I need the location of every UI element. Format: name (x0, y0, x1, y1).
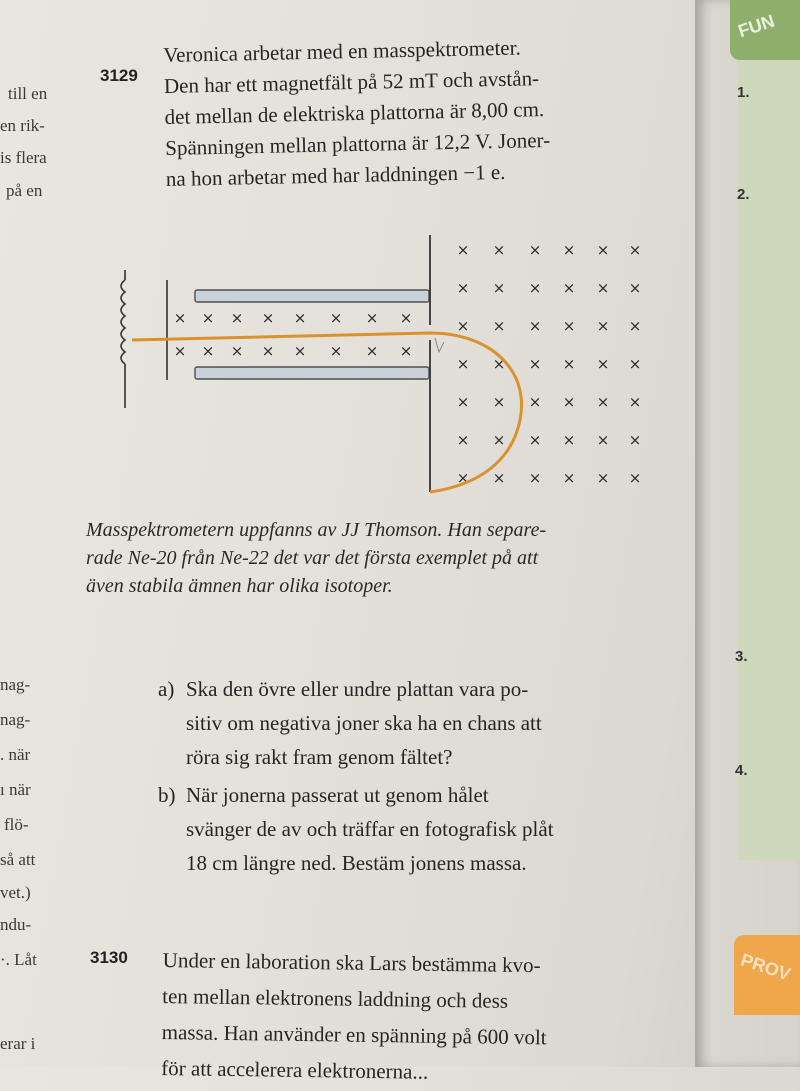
field-cross: × (596, 317, 610, 335)
field-cross: × (596, 355, 610, 373)
field-cross: × (596, 469, 610, 487)
margin-fragment: till en (8, 84, 48, 103)
margin-fragment: erar i (0, 1034, 36, 1053)
field-cross: × (492, 279, 506, 297)
margin-fragment: is flera (0, 148, 47, 167)
field-cross: × (173, 309, 187, 327)
field-cross: × (293, 342, 307, 360)
field-cross: × (562, 469, 576, 487)
problem-3129-text (163, 32, 551, 195)
mass-spectrometer-diagram (110, 230, 670, 500)
field-cross: × (596, 241, 610, 259)
margin-fragment: ndu- (0, 915, 32, 934)
field-cross: × (456, 241, 470, 259)
field-cross: × (456, 393, 470, 411)
problem-3130-text (161, 942, 548, 1091)
caption-line: Masspektrometern uppfanns av JJ Thomson. Han separe- (86, 519, 547, 541)
problem-line: massa. Han använder en spänning på 600 volt (161, 1019, 547, 1050)
sidebar-number: 3. (735, 648, 748, 665)
field-cross: × (492, 431, 506, 449)
field-cross: × (329, 342, 343, 360)
field-cross: × (528, 279, 542, 297)
problem-number: 3130 (90, 948, 128, 967)
field-cross: × (528, 393, 542, 411)
field-cross: × (628, 393, 642, 411)
problem-line: Spänningen mellan plattorna är 12,2 V. Joner- (165, 127, 551, 160)
prov-tab (734, 935, 800, 1015)
problem-line: Den har ett magnetfält på 52 mT och avstån- (163, 66, 540, 98)
field-cross: × (399, 342, 413, 360)
lower-plate (195, 367, 429, 379)
pencil-mark (435, 338, 444, 352)
question-line: 18 cm längre ned. Bestäm jonens massa. (186, 851, 527, 875)
field-cross: × (628, 317, 642, 335)
figure-caption (86, 516, 666, 600)
question-line: sitiv om negativa joner ska ha en chans att (186, 711, 542, 735)
caption-line: rade Ne-20 från Ne-22 det var det första exemplet på att (86, 547, 539, 569)
field-cross: × (562, 279, 576, 297)
field-cross: × (528, 317, 542, 335)
problem-line: Under en laboration ska Lars bestämma kvo- (162, 947, 541, 978)
field-cross: × (628, 355, 642, 373)
margin-fragment: flö- (4, 815, 29, 834)
field-cross: × (562, 355, 576, 373)
field-cross: × (628, 469, 642, 487)
sidebar-number: 1. (737, 84, 750, 101)
margin-fragment: vet.) (0, 883, 31, 902)
upper-plate (195, 290, 429, 302)
sidebar-number: 2. (737, 186, 750, 203)
problem-line: na hon arbetar med har laddningen −1 e. (165, 159, 506, 191)
field-cross: × (562, 393, 576, 411)
margin-fragment: en rik- (0, 116, 45, 135)
question-label: b) (158, 783, 176, 807)
field-cross: × (456, 317, 470, 335)
question-b (158, 778, 554, 880)
caption-line: även stabila ämnen har olika isotoper. (86, 575, 393, 597)
magnetic-field-crosses (174, 241, 642, 487)
prov-tab-text: PROV (738, 949, 794, 985)
margin-fragment: nag- (0, 675, 31, 694)
question-label: a) (158, 677, 175, 701)
field-cross: × (628, 279, 642, 297)
margin-fragment: . när (0, 745, 31, 764)
green-sidebar-band (735, 0, 800, 860)
field-cross: × (596, 431, 610, 449)
field-cross: × (528, 431, 542, 449)
problem-number: 3129 (100, 66, 138, 85)
field-cross: × (628, 431, 642, 449)
field-cross: × (528, 469, 542, 487)
ion-source-coil (121, 280, 125, 364)
field-cross: × (596, 393, 610, 411)
sidebar-header-text: FUN (735, 10, 778, 42)
field-cross: × (492, 317, 506, 335)
question-line: Ska den övre eller undre plattan vara po- (186, 677, 529, 701)
field-cross: × (492, 241, 506, 259)
margin-fragment: ı när (0, 780, 31, 799)
field-cross: × (365, 342, 379, 360)
field-cross: × (456, 355, 470, 373)
field-cross: × (492, 355, 506, 373)
field-cross: × (456, 469, 470, 487)
field-cross: × (596, 279, 610, 297)
problem-line: Veronica arbetar med en masspektrometer. (163, 35, 521, 67)
field-cross: × (456, 279, 470, 297)
problem-line: det mellan de elektriska plattorna är 8,00 cm. (164, 97, 545, 129)
sidebar-header (730, 0, 800, 60)
field-cross: × (230, 309, 244, 327)
field-cross: × (528, 241, 542, 259)
adjacent-page-edge (695, 0, 800, 1067)
field-cross: × (562, 431, 576, 449)
field-cross: × (293, 309, 307, 327)
field-cross: × (492, 393, 506, 411)
problem-line: för att accelerera elektronerna... (161, 1055, 429, 1084)
field-cross: × (173, 342, 187, 360)
question-a (158, 672, 542, 774)
field-cross: × (628, 241, 642, 259)
field-cross: × (365, 309, 379, 327)
field-cross: × (562, 241, 576, 259)
question-line: svänger de av och träffar en fotografisk plåt (186, 817, 554, 841)
field-cross: × (230, 342, 244, 360)
field-cross: × (329, 309, 343, 327)
field-cross: × (261, 309, 275, 327)
sidebar-number: 4. (735, 762, 748, 779)
margin-fragment: ·. Låt (0, 950, 37, 969)
field-cross: × (201, 342, 215, 360)
question-line: röra sig rakt fram genom fältet? (186, 745, 453, 769)
field-cross: × (456, 431, 470, 449)
field-cross: × (201, 309, 215, 327)
question-line: När jonerna passerat ut genom hålet (186, 783, 489, 807)
margin-fragment: så att (0, 850, 36, 869)
margin-fragment: nag- (0, 710, 31, 729)
margin-fragment: på en (6, 181, 43, 200)
field-cross: × (492, 469, 506, 487)
problem-line: ten mellan elektronens laddning och dess (162, 983, 509, 1013)
field-cross: × (528, 355, 542, 373)
field-cross: × (261, 342, 275, 360)
field-cross: × (399, 309, 413, 327)
field-cross: × (562, 317, 576, 335)
